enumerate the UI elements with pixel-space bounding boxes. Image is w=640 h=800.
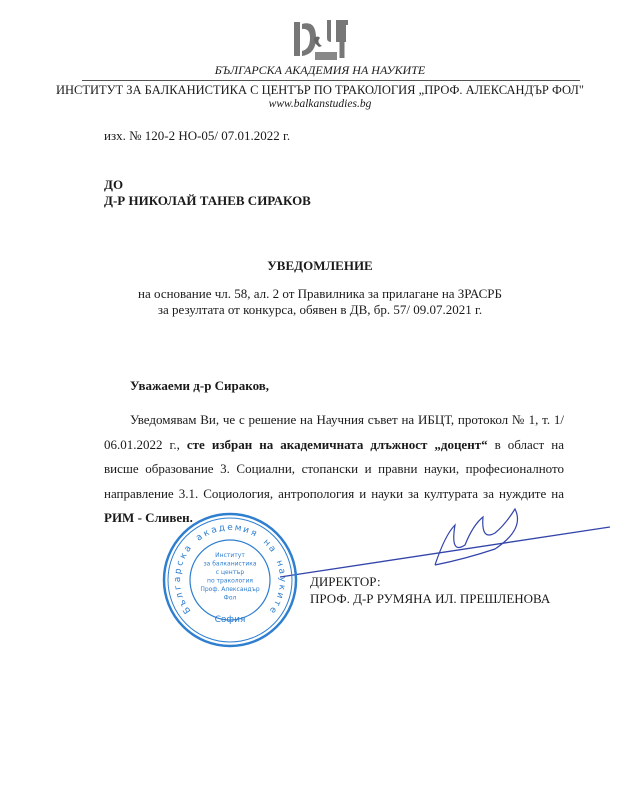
stamp-inner-line: Институт (215, 552, 245, 559)
stamp-outer-letter: м (233, 523, 243, 535)
stamp-outer-letter: н (273, 559, 285, 568)
stamp-outer-letter: а (172, 576, 184, 583)
stamp-outer-letter: н (260, 537, 273, 549)
signer-role: ДИРЕКТОР: (310, 574, 381, 589)
body-text-2: в област на висше образование 3. Социални, стопански и правни науки, професионалното направление 3.1. Социология, антропология и науки за културата за нуждите на (104, 436, 564, 501)
stamp-outer-letter: к (276, 583, 287, 591)
stamp-inner-line: Фол (223, 594, 237, 602)
handwritten-signature (280, 505, 610, 625)
stamp-outer-letter: у (276, 576, 288, 583)
stamp-outer-letter: е (266, 604, 279, 615)
official-stamp (160, 510, 300, 650)
stamp-outer-letter: к (178, 551, 190, 561)
stamp-inner-line: за балканистика (203, 560, 257, 568)
stamp-outer-letter: а (266, 543, 278, 555)
stamp-outer-letter: р (173, 567, 185, 575)
stamp-outer-letter: а (209, 524, 219, 537)
signer-name: ПРОФ. Д-Р РУМЯНА ИЛ. ПРЕШЛЕНОВА (310, 591, 551, 606)
stamp-outer-letter: и (274, 591, 286, 600)
recipient-to: ДО (104, 177, 124, 192)
website-link[interactable]: www.balkanstudies.bg (268, 98, 372, 110)
stamp-outer-letter: Б (181, 604, 194, 616)
basis-line-1: на основание чл. 58, ал. 2 от Правилника за прилагане на ЗРАСРБ (138, 286, 502, 301)
stamp-outer-letter: г (173, 584, 184, 591)
body-bold-2: РИМ - Сливен. (104, 510, 193, 525)
stamp-inner-lettering (200, 552, 259, 602)
stamp-outer-letter: а (194, 532, 205, 544)
stamp-outer-letter: л (174, 591, 186, 600)
academy-name: БЪЛГАРСКА АКАДЕМИЯ НА НАУКИТЕ (214, 63, 426, 77)
document-title: УВЕДОМЛЕНИЕ (267, 258, 373, 273)
recipient-name: Д-Р НИКОЛАЙ ТАНЕВ СИРАКОВ (104, 193, 311, 208)
reference-number: изх. № 120-2 НО-05/ 07.01.2022 г. (104, 128, 291, 143)
stamp-inner-line: с център (215, 569, 245, 576)
body-bold-1: сте избран на академичната длъжност „доцент“ (186, 436, 488, 452)
stamp-outer-letter: и (241, 524, 251, 537)
stamp-outer-letter: с (175, 559, 187, 568)
stamp-outer-letter: к (201, 527, 212, 540)
stamp-outer-letter: ъ (177, 597, 190, 608)
header-divider (82, 80, 580, 81)
institute-name: ИНСТИТУТ ЗА БАЛКАНИСТИКА С ЦЕНТЪР ПО ТРАКОЛОГИЯ „ПРОФ. АЛЕКСАНДЪР ФОЛ" (55, 83, 585, 97)
stamp-outer-letter: а (275, 567, 287, 575)
basis-line-2: за резултата от конкурса, обявен в ДВ, бр. 57/ 09.07.2021 г. (157, 302, 483, 317)
greeting: Уважаеми д-р Сираков, (130, 378, 270, 393)
stamp-outer-letter: е (227, 523, 233, 533)
institute-logo (290, 16, 350, 64)
stamp-inner-line: по тракология (207, 577, 253, 585)
stamp-outer-letter: я (248, 527, 259, 540)
stamp-outer-letter: а (182, 543, 194, 555)
body-text-1: Уведомявам Ви, че с решение на Научния съвет на ИБЦТ, протокол № 1, т. 1/ 06.01.2022 г., (104, 412, 564, 452)
stamp-bottom-text: София (214, 615, 246, 625)
stamp-inner-line: Проф. Александър (200, 586, 260, 593)
stamp-outer-letter: т (271, 598, 283, 608)
stamp-outer-letter: д (218, 523, 226, 535)
